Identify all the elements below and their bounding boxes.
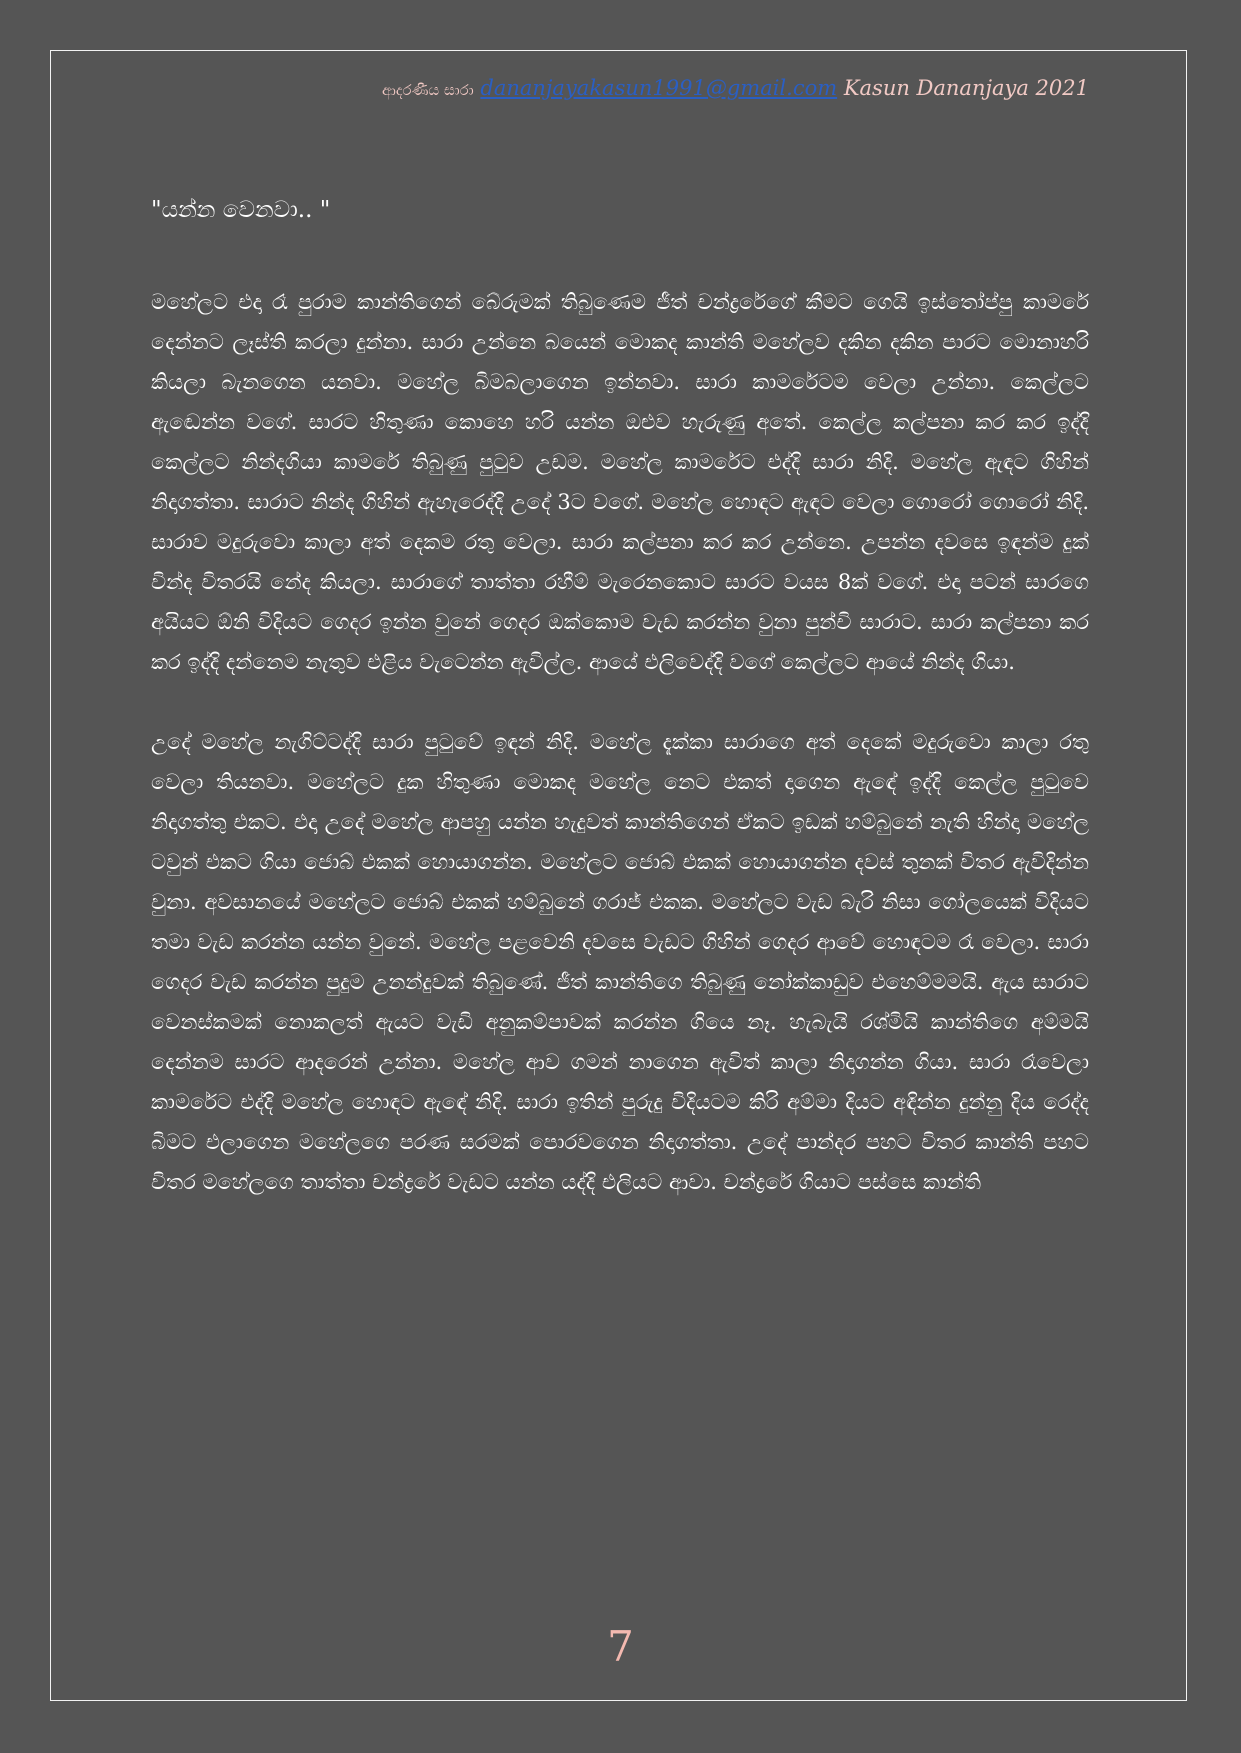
header-email-link[interactable]: dananjayakasun1991@gmail.com [480, 76, 838, 100]
quote-line: "යන්න වෙනවා.. " [151, 197, 331, 223]
paragraph-2: උදේ මහේල නැගිට්ටද්දි සාරා පුටුවේ ඉඳන් නිදි. මහේල දැක්කා සාරාගෙ අත් දෙකේ මදුරුවො කාලා රතු වෙලා තියනවා. මහේලට දුක හිතුණා මොකද මහේල නෙට එකත් දාගෙන ඇඳේ ඉද්දි කෙල්ල පුටුවෙ නිදාගත්තු එකට. එදා උදේ මහේල ආපහු යන්න හැදුවත් කාන්තිගෙන් ඒකට ඉඩක් හම්බුනේ නැති හින්දා මහේල ටවුන් එකට ගියා ජොබ් එකක් හොයාගන්න. මහේලට ජොබ් එකක් හොයාගන්න දවස් තුනක් විතර ඇවිදින්න වුනා. අවසානයේ මහේලට ජොබ් එකක් හම්බුනේ ගරාජ් එකක. මහේලට වැඩ බැරි නිසා ගෝලයෙක් විදියට තමා වැඩ කරන්න යන්න වුනේ. මහේල පළවෙනි දවසෙ වැඩට ගිහින් ගෙදර ආවේ හොඳටම රෑ වෙලා. සාරා ගෙදර වැඩ කරන්න පුදුම උනන්දුවක් තිබුණේ. ජීත් කාන්තිගෙ තිබුණු නෝක්කාඩුව එහෙම්මමයි. ඇය සාරාට වෙනස්කමක් නොකලත් ඇයට වැඩි අනුකම්පාවක් කරන්න ගියෙ නෑ. හැබැයි රශ්මියි කාන්තිගෙ අම්මයි දෙන්නම සාරට ආදරෙන් උන්නා. මහේල ආව ගමන් නාගෙන ඇවිත් කාලා නිදාගන්න ගියා. සාරා රෑවෙලා කාමරේට එද්දි මහේල හොඳට ඇඳේ නිදි. සාරා ඉතින් පුරුදු විදියටම කිරි අම්මා දියට අඳින්න දුන්නු දිය රෙද්ද බිමට එලාගෙන මහේලගෙ පරණ සරමක් පොරවගෙන නිදාගත්තා. උදේ පාන්දර පහට විතර කාන්ති පහට විතර මහේලගෙ තාත්තා චන්ද්‍රරේ වැඩට යන්න යද්දි එලියට ආවා. චන්ද්‍රරේ ගියාට පස්සෙ කාන්ති [151, 730, 1089, 1194]
page-body [151, 190, 1089, 1242]
page-number: 7 [607, 1622, 634, 1671]
header-greeting: ආදරණීය සාරා [382, 81, 474, 99]
paragraph-1: මහේලට එදා රෑ පුරාම කාන්තිගෙන් බේරුමක් තිබුණෙම ජීත් චන්ද්‍රරේගේ කීමට ගෙයි ඉස්තෝප්පු කාමරේ දෙන්නට ලෑස්ති කරලා දුන්නා. සාරා උන්නෙ බයෙන් මොකද කාන්ති මහේලව දකින දකින පාරට මොනාහරි කියලා බැනගෙන යනවා. මහේල බිමබලාගෙන ඉන්නවා. සාරා කාමරේටම වෙලා උන්නා. කෙල්ලට ඇඬෙන්න වගේ. සාරට හිතුණා කොහෙ හරි යන්න ඔළුව හැරුණු අතේ. කෙල්ල කල්පනා කර කර ඉද්දි කෙල්ලට නින්දගියා කාමරේ තිබුණු පුටුව උඩම. මහේල කාමරේට එද්දි සාරා නිදි. මහේල ඇඳට ගිහින් නිදාගත්තා. සාරාට නින්ද ගිහින් ඇහැරෙද්දි උදේ 3ට වගේ. මහේල හොඳට ඇඳට වෙලා ගොරෝ ගොරෝ නිදි. සාරාව මදුරුවො කාලා අත් දෙකම රතු වෙලා. සාරා කල්පනා කර කර උන්නෙ. උපන්න දවසෙ ඉඳන්ම දුක් වින්ද විතරයි නේද කියලා. සාරාගේ තාත්තා රහීම් මැරෙනකොට සාරට වයස 8ක් වගේ. එදා පටන් සාරගෙ අයියට ඕනි විදියට ගෙදර ඉන්න වුනේ ගෙදර ඔක්කොම වැඩ කරන්න වුනා පුන්චි සාරාට. සාරා කල්පනා කර කර ඉද්දි දන්නෙම නැතුව එළිය වැටෙන්න ඇවිල්ල. ආයේ එලිවෙද්දි වගේ කෙල්ලට ආයේ නින්ද ගියා. [151, 290, 1089, 674]
page-header [382, 76, 1089, 100]
header-author: Kasun Dananjaya 2021 [843, 76, 1089, 100]
